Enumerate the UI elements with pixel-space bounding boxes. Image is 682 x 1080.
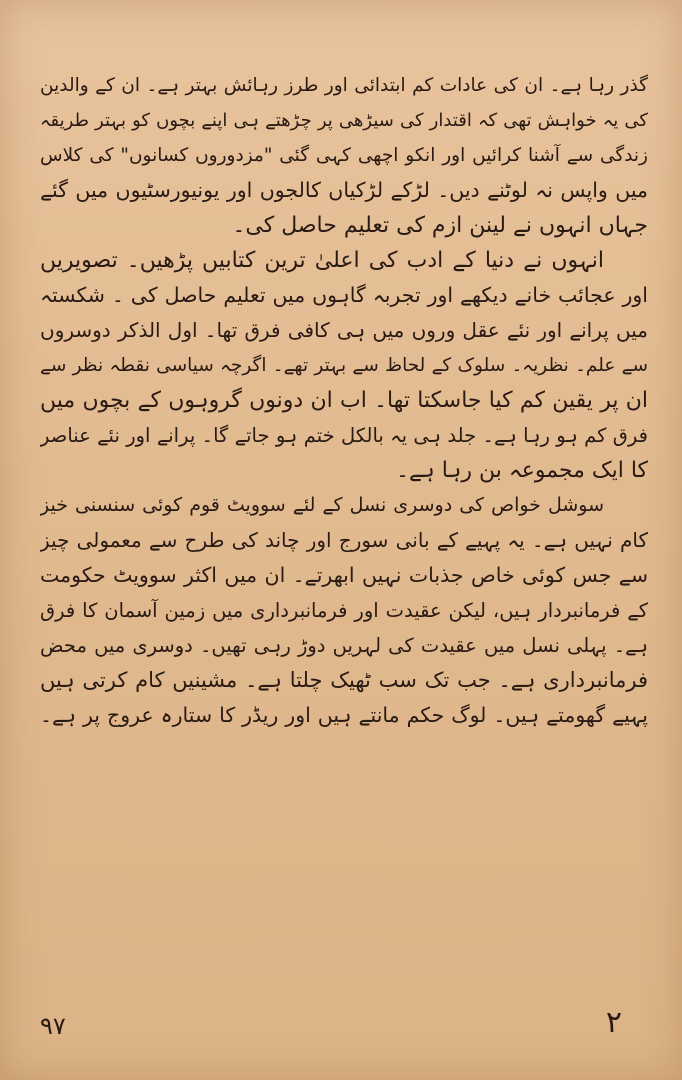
text-line: گذر رہا ہے۔ ان کی عادات کم ابتدائی اور طرز رہائش بہتر ہے۔ ان کے والدین: [40, 75, 648, 96]
text-line: کے فرمانبردار ہیں، لیکن عقیدت اور فرمانبرداری میں زمین آسمان کا فرق: [40, 599, 648, 622]
text-line: سے جس کوئی خاص جذبات نہیں ابھرتے۔ ان میں اکثر سوویٹ حکومت: [40, 563, 648, 587]
text-line: ہے۔ پہلی نسل میں عقیدت کی لہریں دوڑ رہی تھیں۔ دوسری میں محض: [40, 634, 648, 657]
paragraph-1: [40, 68, 648, 243]
text-line: فرمانبرداری ہے۔ جب تک سب ٹھیک چلتا ہے۔ مشینیں کام کرتی ہیں: [40, 668, 648, 692]
text-line: سوشل خواص کی دوسری نسل کے لئے سوویٹ قوم کوئی سنسنی خیز: [40, 494, 604, 516]
paragraph-2: [40, 243, 648, 488]
text-line: کا ایک مجموعہ بن رہا ہے۔: [396, 458, 648, 483]
body-text: [40, 68, 648, 733]
text-line: جہاں انہوں نے لینن ازم کی تعلیم حاصل کی۔: [232, 213, 648, 238]
text-line: سے علم۔ نظریہ۔ سلوک کے لحاظ سے بہتر تھے۔ اگرچہ سیاسی نقطہ نظر سے: [40, 355, 648, 376]
paragraph-3: [40, 488, 648, 733]
text-line: انہوں نے دنیا کے ادب کی اعلیٰ ترین کتابیں پڑھیں۔ تصویریں: [40, 248, 604, 273]
text-line: فرق کم ہو رہا ہے۔ جلد ہی یہ بالکل ختم ہو جاتے گا۔ پرانے اور نئے عناصر: [40, 424, 648, 447]
page-number: ۹۷: [40, 1012, 66, 1040]
text-line: میں پرانے اور نئے عقل وروں میں ہی کافی فرق تھا۔ اول الذکر دوسروں: [40, 318, 648, 342]
text-line: ان پر یقین کم کیا جاسکتا تھا۔ اب ان دونوں گروہوں کے بچوں میں: [40, 388, 648, 413]
text-line: کی یہ خواہش تھی کہ اقتدار کی سیڑھی پر چڑھتے ہی اپنے بچوں کو بہتر طریقہ: [40, 110, 648, 131]
text-line: کام نہیں ہے۔ یہ پہیے کے بانی سورج اور چاند کی طرح سے معمولی چیز: [40, 528, 648, 552]
text-line: میں واپس نہ لوٹنے دیں۔ لڑکے لڑکیاں کالجوں اور یونیورسٹیوں میں گئے: [40, 178, 648, 202]
page-footer: [40, 1000, 642, 1040]
text-line: زندگی سے آشنا کرائیں اور انکو اچھی کہی گئی "مزدوروں کسانوں" کی کلاس: [40, 145, 648, 166]
text-line: پہیے گھومتے ہیں۔ لوگ حکم مانتے ہیں اور ریڈر کا ستارہ عروج پر ہے۔: [40, 703, 648, 727]
text-line: اور عجائب خانے دیکھے اور تجربہ گاہوں میں تعلیم حاصل کی ۔ شکستہ: [40, 283, 648, 307]
signature-mark: ۲: [605, 1005, 622, 1040]
